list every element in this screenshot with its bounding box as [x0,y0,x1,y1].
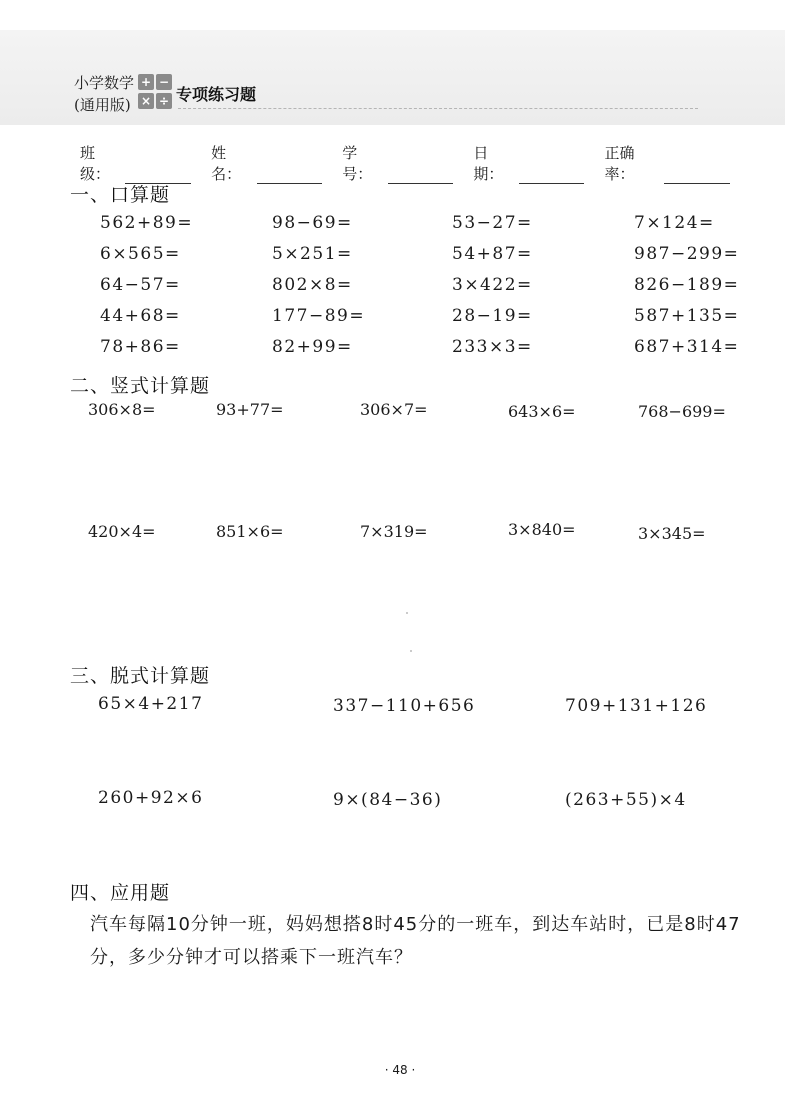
brand-block [74,72,134,116]
series-title: 专项练习题 [176,85,257,104]
vertical-problem: 7×319= [360,522,428,541]
class-label: 班级： [80,144,111,183]
oral-problem: 587+135= [634,306,740,326]
oral-problem: 53−27= [452,213,533,233]
vertical-problem: 3×345= [638,524,706,543]
oral-problem: 54+87= [452,244,533,264]
oral-problem: 3×422= [452,275,533,295]
oral-problem: 177−89= [272,306,366,326]
section4-title: 四、应用题 [70,882,171,904]
mixed-problem: 709+131+126 [565,696,708,716]
word-problem-text: 汽车每隔10分钟一班，妈妈想搭8时45分的一班车，到达车站时，已是8时47分，多少分钟才可以搭乘下一班汽车？ [90,914,741,968]
times-icon: × [138,93,154,109]
oral-problem: 28−19= [452,306,533,326]
brand-line2: (通用版) [74,96,131,114]
plus-icon: + [138,74,154,90]
name-blank[interactable] [257,168,323,184]
class-field[interactable] [80,142,191,184]
oral-problem: 802×8= [272,275,353,295]
vertical-problem: 768−699= [638,402,726,421]
date-blank[interactable] [519,168,585,184]
name-label: 姓名： [211,144,242,183]
oral-problem: 987−299= [634,244,740,264]
student-id-field[interactable] [342,142,453,184]
date-label: 日期： [473,144,504,183]
operator-badge-icon [138,74,172,112]
oral-problem: 233×3= [452,337,533,357]
oral-problem: 78+86= [100,337,181,357]
scan-speck [406,612,408,614]
vertical-problem: 851×6= [216,522,284,541]
vertical-problem: 3×840= [508,520,576,539]
oral-problem: 98−69= [272,213,353,233]
minus-icon: − [156,74,172,90]
oral-problem: 64−57= [100,275,181,295]
oral-problem: 7×124= [634,213,715,233]
brand-line1: 小学数学 [74,74,135,92]
header-divider [178,108,698,109]
oral-problem: 826−189= [634,275,740,295]
date-field[interactable] [473,142,584,184]
accuracy-field[interactable] [604,142,730,184]
mixed-problem: 260+92×6 [98,788,204,808]
student-info-row [80,142,750,184]
section1-title: 一、口算题 [70,184,171,206]
accuracy-blank[interactable] [664,168,730,184]
mixed-problem: 337−110+656 [333,696,476,716]
divide-icon: ÷ [156,93,172,109]
mixed-problem: 9×(84−36) [333,790,443,810]
student-id-label: 学号： [342,144,373,183]
section3-title: 三、脱式计算题 [70,665,211,687]
vertical-problem: 420×4= [88,522,156,541]
name-field[interactable] [211,142,322,184]
vertical-problem: 306×7= [360,400,428,419]
vertical-problem: 306×8= [88,400,156,419]
student-id-blank[interactable] [388,168,454,184]
oral-problem: 562+89= [100,213,194,233]
scan-speck [410,650,412,652]
oral-problem: 5×251= [272,244,353,264]
section2-title: 二、竖式计算题 [70,375,211,397]
oral-problem: 82+99= [272,337,353,357]
oral-problem: 687+314= [634,337,740,357]
vertical-problem: 643×6= [508,402,576,421]
mixed-problem: 65×4+217 [98,694,204,714]
accuracy-label: 正确率： [604,144,635,183]
oral-calc-grid [100,213,774,359]
vertical-problem: 93+77= [216,400,284,419]
oral-problem: 44+68= [100,306,181,326]
oral-problem: 6×565= [100,244,181,264]
page-number: · 48 · [384,1063,416,1077]
mixed-problem: (263+55)×4 [565,790,687,810]
